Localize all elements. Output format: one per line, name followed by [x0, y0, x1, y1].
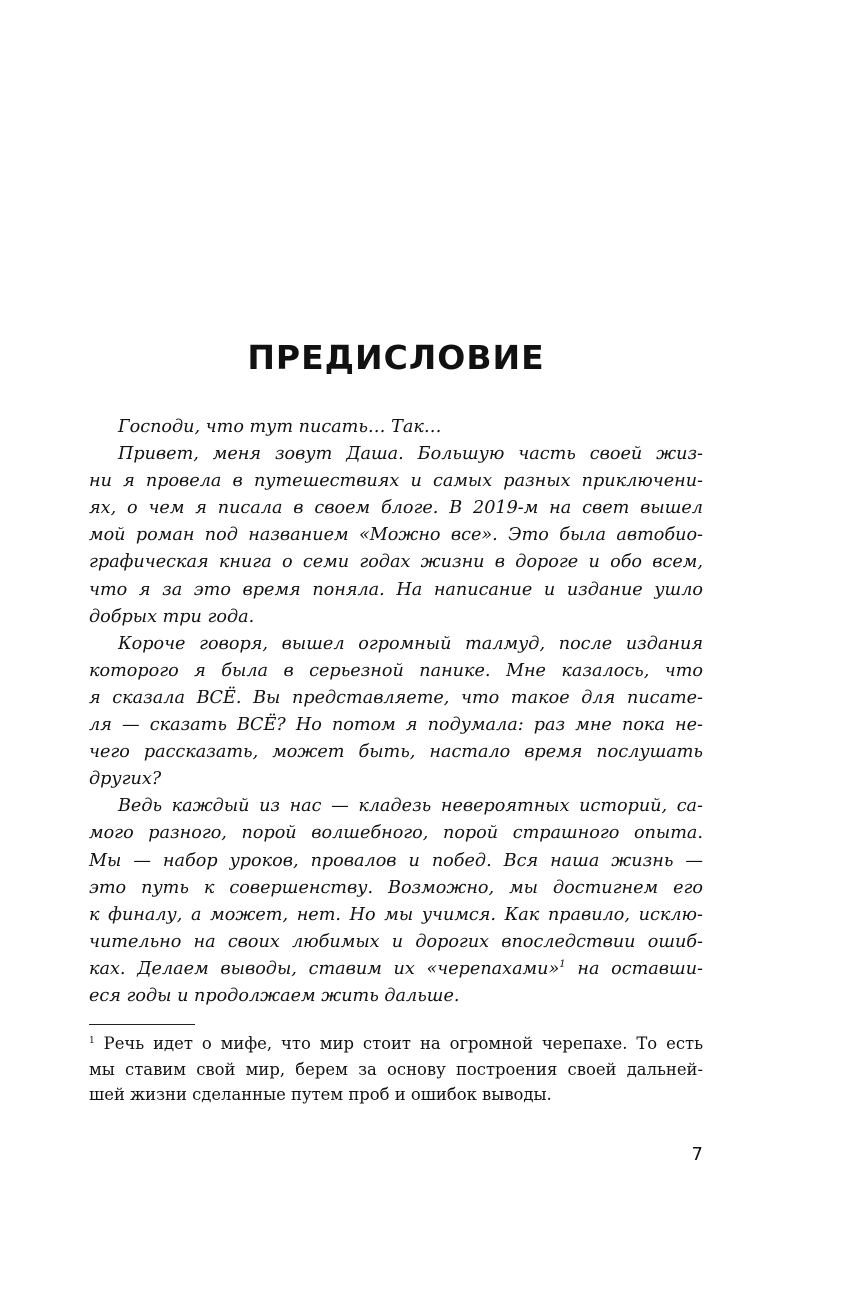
- text-line: еся годы и продолжаем жить дальше.: [89, 985, 460, 1006]
- text-line-with-footnote: [89, 956, 703, 983]
- footnote-divider: [89, 1024, 195, 1025]
- text-line: добрых три года.: [89, 606, 255, 627]
- text-line: ни я провела в путешествиях и самых разных приключени-: [89, 471, 703, 492]
- text-line: графическая книга о семи годах жизни в дороге и обо всем,: [89, 552, 703, 573]
- text-line: чительно на своих любимых и дорогих впоследствии ошиб-: [89, 931, 703, 952]
- text-line: Мы — набор уроков, провалов и побед. Вся наша жизнь —: [89, 850, 703, 871]
- page-number: 7: [691, 1144, 703, 1165]
- text-line: ях, о чем я писала в своем блоге. В 2019-м на свет вышел: [89, 498, 703, 519]
- text-fragment: ках. Делаем выводы, ставим их «черепахами»: [89, 958, 560, 979]
- footnote-text: Речь идет о мифе, что мир стоит на огромной черепахе. То есть: [94, 1034, 703, 1053]
- footnote-line: шей жизни сделанные путем проб и ошибок выводы.: [89, 1085, 552, 1104]
- text-line: Ведь каждый из нас — кладезь невероятных историй, са-: [118, 796, 703, 817]
- text-line: я сказала ВСЁ. Вы представляете, что такое для писате-: [89, 687, 703, 708]
- text-line: что я за это время поняла. На написание и издание ушло: [89, 579, 703, 600]
- main-text: [89, 414, 703, 1010]
- footnote-line: [89, 1031, 703, 1057]
- text-line: других?: [89, 769, 162, 790]
- text-line: которого я была в серьезной панике. Мне казалось, что: [89, 660, 703, 681]
- text-line: ля — сказать ВСЁ? Но потом я подумала: раз мне пока не-: [89, 715, 703, 736]
- footnote-mark: 1: [89, 1036, 95, 1046]
- text-line: Короче говоря, вышел огромный талмуд, после издания: [118, 633, 703, 654]
- text-line: мого разного, порой волшебного, порой страшного опыта.: [89, 823, 703, 844]
- text-line: к финалу, а может, нет. Но мы учимся. Как правило, исклю-: [89, 904, 703, 925]
- text-line: мой роман под названием «Можно все». Это была автобио-: [89, 525, 703, 546]
- text-fragment: на оставши-: [565, 958, 703, 979]
- footnote-reference[interactable]: 1: [559, 958, 566, 970]
- text-line: чего рассказать, может быть, настало время послушать: [89, 742, 703, 763]
- footnote-line: мы ставим свой мир, берем за основу построения своей дальней-: [89, 1059, 703, 1079]
- text-line: Привет, меня зовут Даша. Большую часть своей жиз-: [118, 444, 703, 465]
- chapter-title: ПРЕДИСЛОВИЕ: [247, 338, 545, 377]
- text-line: Господи, что тут писать… Так…: [118, 417, 442, 437]
- footnote: [89, 1031, 703, 1108]
- text-line: это путь к совершенству. Возможно, мы достигнем его: [89, 877, 703, 898]
